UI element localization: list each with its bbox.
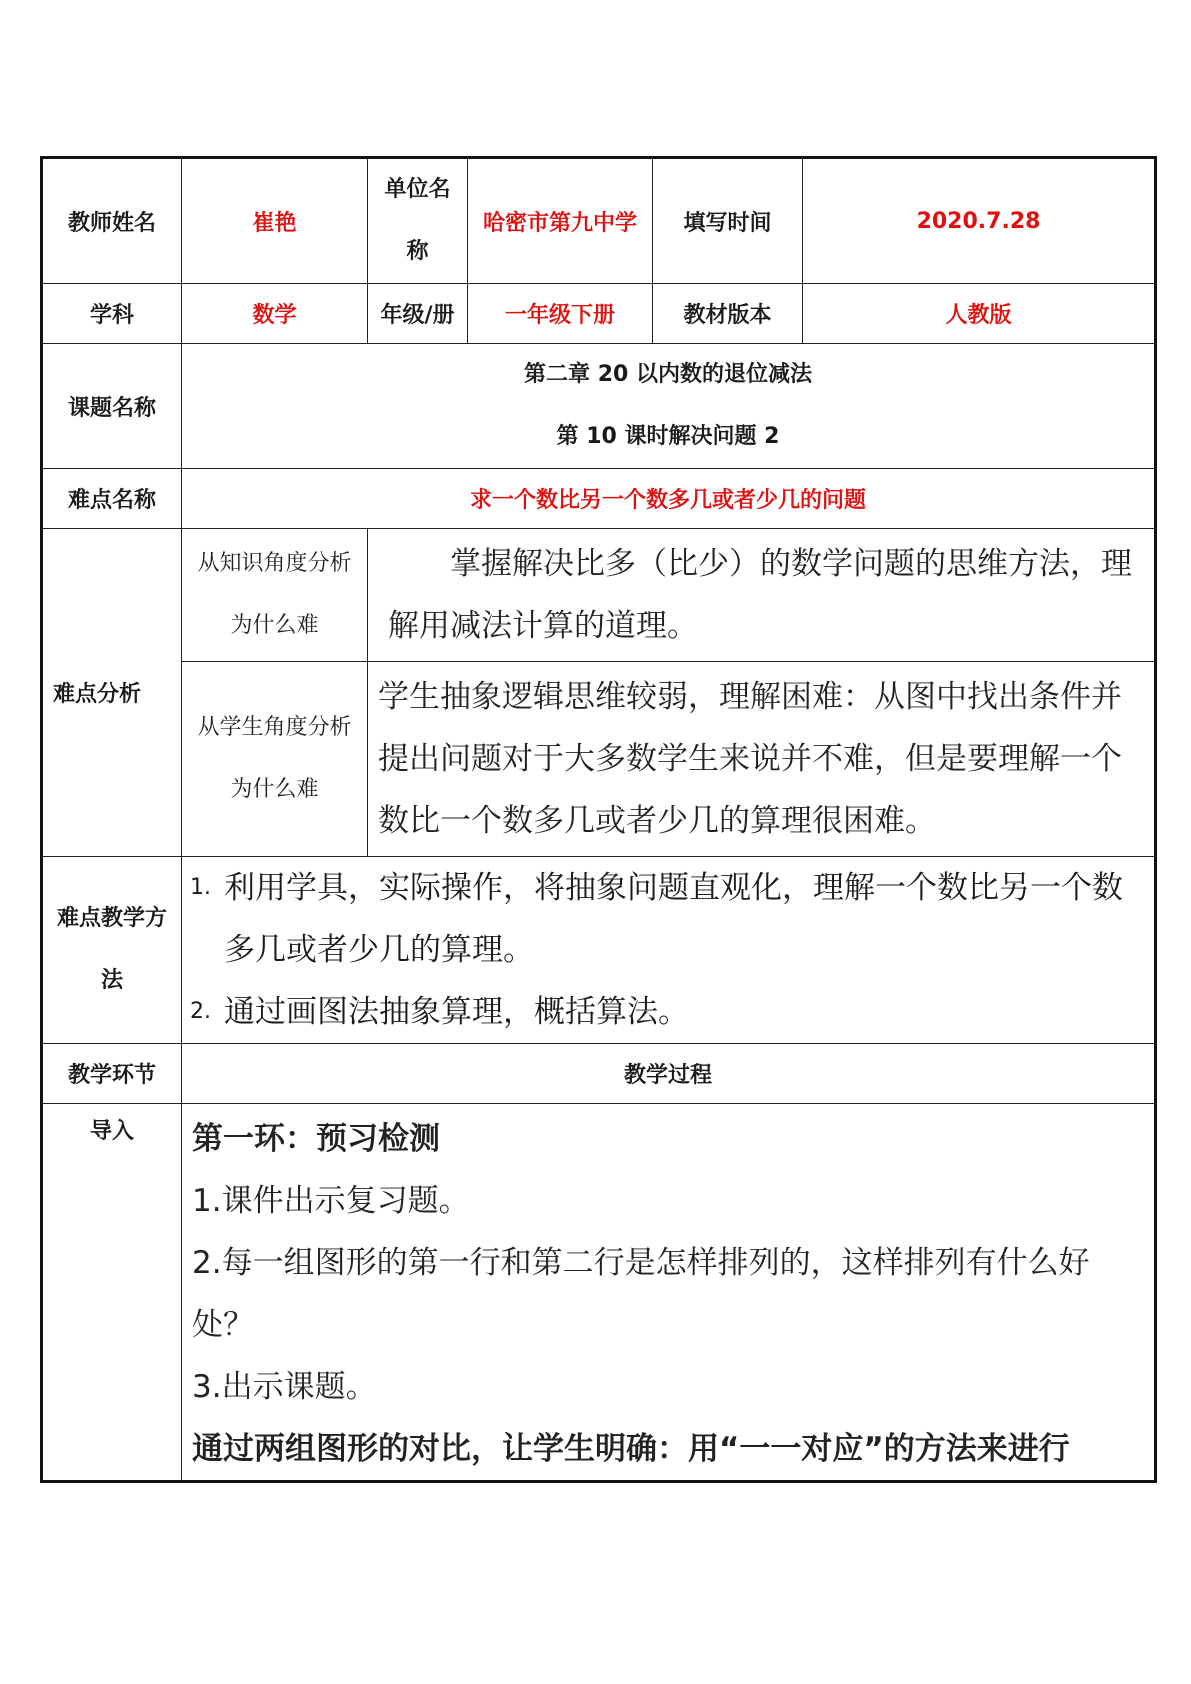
- topic-row: [42, 344, 1156, 469]
- intro-line-1: 1.课件出示复习题。: [192, 1183, 470, 1219]
- date-label: 填写时间: [653, 158, 803, 284]
- edition-value: 人教版: [803, 284, 1156, 344]
- analysis-label: 难点分析: [42, 529, 182, 857]
- intro-heading: 第一环：预习检测: [192, 1121, 440, 1157]
- header-row-1: [42, 158, 1156, 284]
- lesson-plan-sheet: [40, 156, 1154, 1483]
- topic-line-2: 第 10 课时解决问题 2: [556, 424, 780, 449]
- topic-line-1: 第二章 20 以内数的退位减法: [524, 362, 812, 387]
- intro-line-2: 2.每一组图形的第一行和第二行是怎样排列的，这样排列有什么好处？: [192, 1245, 1090, 1343]
- difficulty-value: 求一个数比另一个数多几或者少几的问题: [182, 469, 1156, 529]
- teacher-value: 崔艳: [182, 158, 368, 284]
- method-label: [42, 857, 182, 1044]
- edition-label: 教材版本: [653, 284, 803, 344]
- step-label: 教学环节: [42, 1044, 182, 1104]
- knowledge-angle-text-body: 掌握解决比多（比少）的数学问题的思维方法，理解用减法计算的道理。: [388, 546, 1132, 644]
- method-list: [182, 857, 1156, 1044]
- intro-line-3: 3.出示课题。: [192, 1369, 377, 1405]
- intro-label: 导入: [42, 1104, 182, 1482]
- topic-label: 课题名称: [42, 344, 182, 469]
- intro-content: [182, 1104, 1156, 1482]
- teacher-label: 教师姓名: [42, 158, 182, 284]
- method-label-text: 难点教学方法: [56, 906, 167, 993]
- method-item-1: [190, 857, 1146, 981]
- method-item-2: [190, 981, 1146, 1043]
- subject-label: 学科: [42, 284, 182, 344]
- process-label: 教学过程: [182, 1044, 1156, 1104]
- method-row: [42, 857, 1156, 1044]
- lesson-plan-table: [40, 156, 1157, 1483]
- knowledge-angle-label: [182, 529, 368, 662]
- subject-value: 数学: [182, 284, 368, 344]
- intro-conclusion: 通过两组图形的对比，让学生明确：用“一一对应”的方法来进行: [192, 1431, 1070, 1467]
- method-item-2-number: 2.: [190, 999, 211, 1024]
- knowledge-angle-text: [368, 529, 1156, 662]
- unit-label-text: 单位名称: [384, 177, 451, 264]
- grade-label: 年级/册: [368, 284, 468, 344]
- method-item-1-text: 利用学具，实际操作，将抽象问题直观化，理解一个数比另一个数多几或者少几的算理。: [224, 870, 1123, 968]
- analysis-row-student: [42, 662, 1156, 857]
- header-row-2: [42, 284, 1156, 344]
- student-angle-label: [182, 662, 368, 857]
- student-angle-label-text: 从学生角度分析为什么难: [197, 715, 352, 802]
- unit-label: [368, 158, 468, 284]
- analysis-row-knowledge: [42, 529, 1156, 662]
- grade-value: 一年级下册: [468, 284, 653, 344]
- knowledge-angle-label-text: 从知识角度分析为什么难: [197, 551, 352, 638]
- difficulty-label: 难点名称: [42, 469, 182, 529]
- method-item-1-number: 1.: [190, 875, 211, 900]
- unit-value: 哈密市第九中学: [468, 158, 653, 284]
- student-angle-text: 学生抽象逻辑思维较弱，理解困难：从图中找出条件并提出问题对于大多数学生来说并不难，但是要理解一个数比一个数多几或者少几的算理很困难。: [368, 662, 1156, 857]
- intro-row: [42, 1104, 1156, 1482]
- date-value: 2020.7.28: [803, 158, 1156, 284]
- process-header-row: [42, 1044, 1156, 1104]
- method-item-2-text: 通过画图法抽象算理，概括算法。: [224, 994, 689, 1030]
- topic-value: [182, 344, 1156, 469]
- difficulty-row: [42, 469, 1156, 529]
